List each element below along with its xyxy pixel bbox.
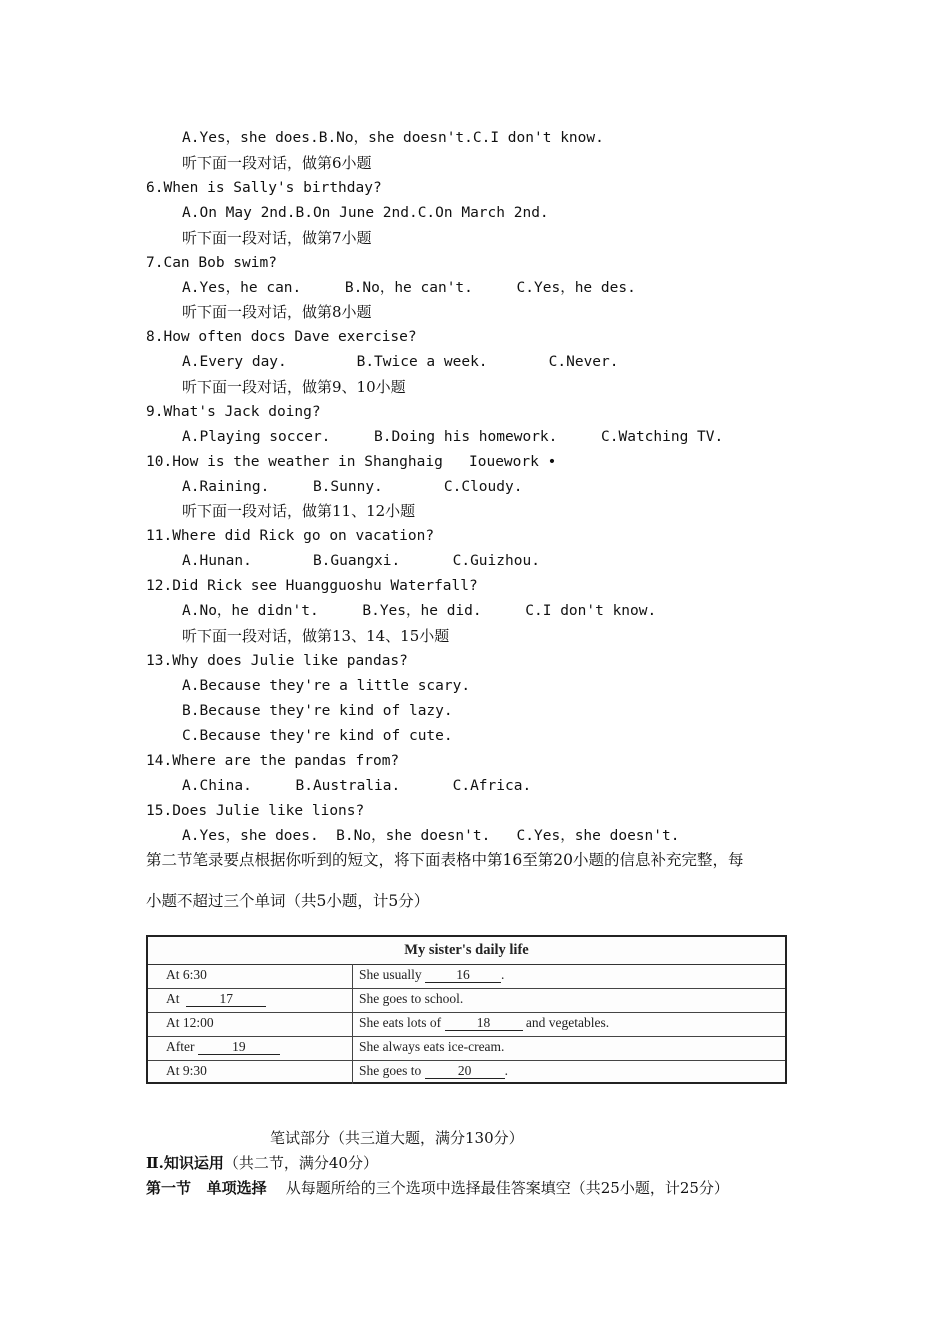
question-12: 12.Did Rick see Huangguoshu Waterfall? (146, 578, 478, 594)
time-text: After (166, 1039, 195, 1054)
q12-options: A.No，he didn't. B.Yes，he did. C.I don't know. (182, 603, 657, 619)
activity-text: She usually (359, 967, 422, 982)
question-10: 10.How is the weather in Shanghaig Iouework • (146, 454, 557, 470)
answer-blank-17[interactable]: 17 (186, 991, 266, 1007)
answer-blank-20[interactable]: 20 (425, 1063, 505, 1079)
q5-options: A.Yes，she does.B.No，she doesn't.C.I don't know. (182, 130, 604, 146)
row-time (166, 991, 266, 1007)
part2-label: Ⅱ.知识运用 (146, 1154, 224, 1172)
q15-options: A.Yes，she does. B.No，she doesn't. C.Yes，she doesn't. (182, 828, 680, 844)
activity-text: She eats lots of (359, 1015, 442, 1030)
row-time (166, 1039, 280, 1055)
instruction-q9-10: 听下面一段对话，做第9、10小题 (182, 378, 406, 396)
instruction-q8: 听下面一段对话，做第8小题 (182, 303, 372, 321)
q10-options: A.Raining. B.Sunny. C.Cloudy. (182, 479, 523, 495)
question-13: 13.Why does Julie like pandas? (146, 653, 408, 669)
question-6: 6.When is Sally's birthday? (146, 180, 382, 196)
answer-blank-16[interactable]: 16 (425, 967, 501, 983)
instruction-q6: 听下面一段对话，做第6小题 (182, 154, 372, 172)
section1-instruction: 从每题所给的三个选项中选择最佳答案填空（共25小题，计25分） (285, 1179, 729, 1197)
table-row (148, 1036, 785, 1061)
q14-options: A.China. B.Australia. C.Africa. (182, 778, 532, 794)
instruction-q13-15: 听下面一段对话，做第13、14、15小题 (182, 627, 450, 645)
q13-option-c: C.Because they're kind of cute. (182, 728, 453, 744)
instruction-q7: 听下面一段对话，做第7小题 (182, 229, 372, 247)
section1-heading (146, 1178, 729, 1198)
row-activity: She goes to school. (359, 991, 464, 1006)
row-activity (359, 967, 504, 983)
row-time: At 6:30 (166, 967, 207, 982)
activity-suffix: . (504, 1063, 508, 1078)
question-11: 11.Where did Rick go on vacation? (146, 528, 435, 544)
question-9: 9.What's Jack doing? (146, 404, 321, 420)
answer-blank-19[interactable]: 19 (198, 1039, 280, 1055)
question-8: 8.How often docs Dave exercise? (146, 329, 417, 345)
q13-option-a: A.Because they're a little scary. (182, 678, 471, 694)
table-row (148, 964, 785, 989)
time-text: At (166, 991, 180, 1006)
activity-text: She goes to (359, 1063, 422, 1078)
row-activity (359, 1063, 508, 1079)
table-row (148, 1012, 785, 1037)
part2-heading (146, 1153, 378, 1173)
row-time: At 12:00 (166, 1015, 214, 1030)
row-activity (359, 1015, 609, 1031)
part2-score: （共二节，满分40分） (223, 1154, 378, 1172)
instruction-q11-12: 听下面一段对话，做第11、12小题 (182, 502, 416, 520)
q7-options: A.Yes，he can. B.No，he can't. C.Yes，he des. (182, 280, 636, 296)
question-7: 7.Can Bob swim? (146, 255, 277, 271)
answer-blank-18[interactable]: 18 (445, 1015, 523, 1031)
q11-options: A.Hunan. B.Guangxi. C.Guizhou. (182, 553, 540, 569)
table-row (148, 988, 785, 1013)
section2-instruction-line1: 第二节笔录要点根据你听到的短文，将下面表格中第16至第20小题的信息补充完整，每 (146, 851, 744, 869)
written-part-header: 笔试部分（共三道大题，满分130分） (270, 1129, 524, 1147)
q9-options: A.Playing soccer. B.Doing his homework. C.Watching TV. (182, 429, 724, 445)
section2-instruction-line2: 小题不超过三个单词（共5小题，计5分） (146, 892, 430, 910)
table-title: My sister's daily life (148, 937, 785, 965)
q6-options: A.On May 2nd.B.On June 2nd.C.On March 2nd. (182, 205, 549, 221)
q8-options: A.Every day. B.Twice a week. C.Never. (182, 354, 619, 370)
question-15: 15.Does Julie like lions? (146, 803, 365, 819)
table-row (148, 1060, 785, 1084)
q13-option-b: B.Because they're kind of lazy. (182, 703, 453, 719)
activity-suffix: and vegetables. (525, 1015, 610, 1030)
section1-label: 第一节 单项选择 (146, 1179, 267, 1197)
row-activity: She always eats ice-cream. (359, 1039, 505, 1054)
question-14: 14.Where are the pandas from? (146, 753, 400, 769)
activity-suffix: . (501, 967, 505, 982)
daily-life-table (146, 935, 787, 1084)
row-time: At 9:30 (166, 1063, 207, 1078)
